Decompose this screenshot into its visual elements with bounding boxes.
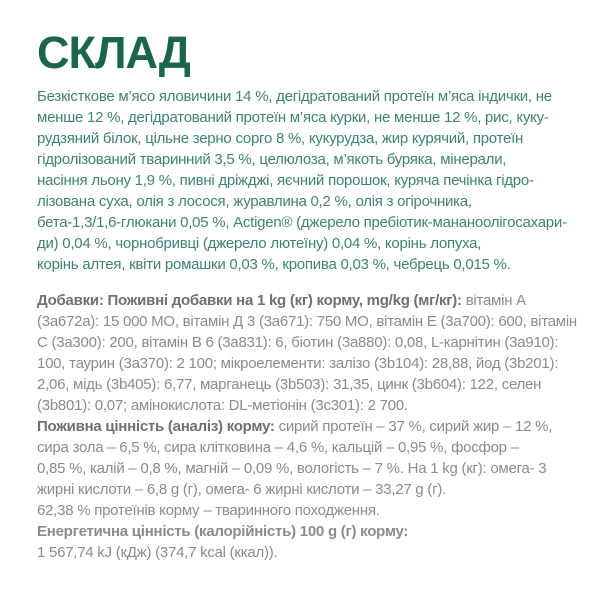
composition-line: лізована суха, олія з лосося, журавлина 0,2 %, олія з огірочника,: [37, 193, 472, 210]
section-title: СКЛАД: [37, 27, 190, 78]
composition-line: насіння льону 1,9 %, пивні дріжджі, яєчний порошок, куряча печінка гідро-: [37, 172, 534, 189]
composition-line: бета-1,3/1,6-глюкани 0,05 %, Actigen® (джерело пребіотик-мананоолігосахари-: [37, 214, 567, 231]
composition-paragraph: [37, 86, 577, 275]
composition-line: рудзяний білок, цільне зерно сорго 8 %, кукурудза, жир курячий, протеїн: [37, 130, 524, 147]
analysis-heading: Поживна цінність (аналіз) корму:: [37, 418, 275, 435]
analysis-line: жирні кислоти – 6,8 g (г), омега- 6 жирні кислоти – 33,27 g (г).: [37, 481, 447, 498]
label-content: [37, 0, 577, 563]
analysis-line: сира зола – 6,5 %, сира клітковина – 4,6 %, кальцій – 0,95 %, фосфор –: [37, 439, 519, 456]
energy-value: 1 567,74 kJ (кДж) (374,7 kcal (ккал)).: [37, 544, 278, 561]
composition-line: менше 12 %, дегідратований протеїн м’яса курки, не менше 12 %, рис, куку-: [37, 109, 549, 126]
analysis-lead-rest: сирий протеїн – 37 %, сирий жир – 12 %,: [274, 418, 553, 435]
analysis-lead-line: [37, 416, 577, 437]
additives-paragraph: [37, 290, 577, 416]
protein-origin-line: 62,38 % протеїнів корму – тваринного походження.: [37, 502, 380, 519]
energy-heading: Енергетична цінність (калорійність) 100 g (г) корму:: [37, 523, 409, 540]
analysis-paragraph: [37, 416, 577, 563]
additives-heading: Добавки: Поживні добавки на 1 kg (кг) корму, mg/kg (мг/кг):: [37, 292, 462, 309]
composition-line: Безкісткове м’ясо яловичини 14 %, дегідратований протеїн м’яса індички, не: [37, 88, 552, 105]
composition-line: гідролізований тваринний 3,5 %, целюлоза, м’якоть буряка, мінерали,: [37, 151, 507, 168]
additives-lead-line: [37, 290, 577, 311]
additives-lead-rest: вітамін А: [461, 292, 526, 309]
additives-line: 100, таурин (3а370): 2 100; мікроелементи: залізо (3b104): 28,88, йод (3b201):: [37, 355, 559, 372]
additives-line: С (3а300): 200, вітамін В 6 (3а831): 6, біотин (3а880): 0,08, L-карнітин (3а910):: [37, 334, 559, 351]
composition-line: ди) 0,04 %, чорнобривці (джерело лютеїну) 0,04 %, корінь лопуха,: [37, 235, 482, 252]
composition-line: корінь алтея, квіти ромашки 0,03 %, кропива 0,03 %, чебрець 0,015 %.: [37, 256, 511, 273]
additives-line: (3а672а): 15 000 МО, вітамін Д 3 (3а671): 750 МО, вітамін Е (3а700): 600, вітамін: [37, 313, 577, 330]
additives-line: (3b801): 0,07; амінокислота: DL-метіонін (3с301): 2 700.: [37, 397, 408, 414]
additives-line: 2,06, мідь (3b405): 6,77, марганець (3b503): 31,35, цинк (3b604): 122, селен: [37, 376, 542, 393]
analysis-line: 0,85 %, калій – 0,8 %, магній – 0,09 %, вологість – 7 %. На 1 kg (кг): омега- 3: [37, 460, 547, 477]
